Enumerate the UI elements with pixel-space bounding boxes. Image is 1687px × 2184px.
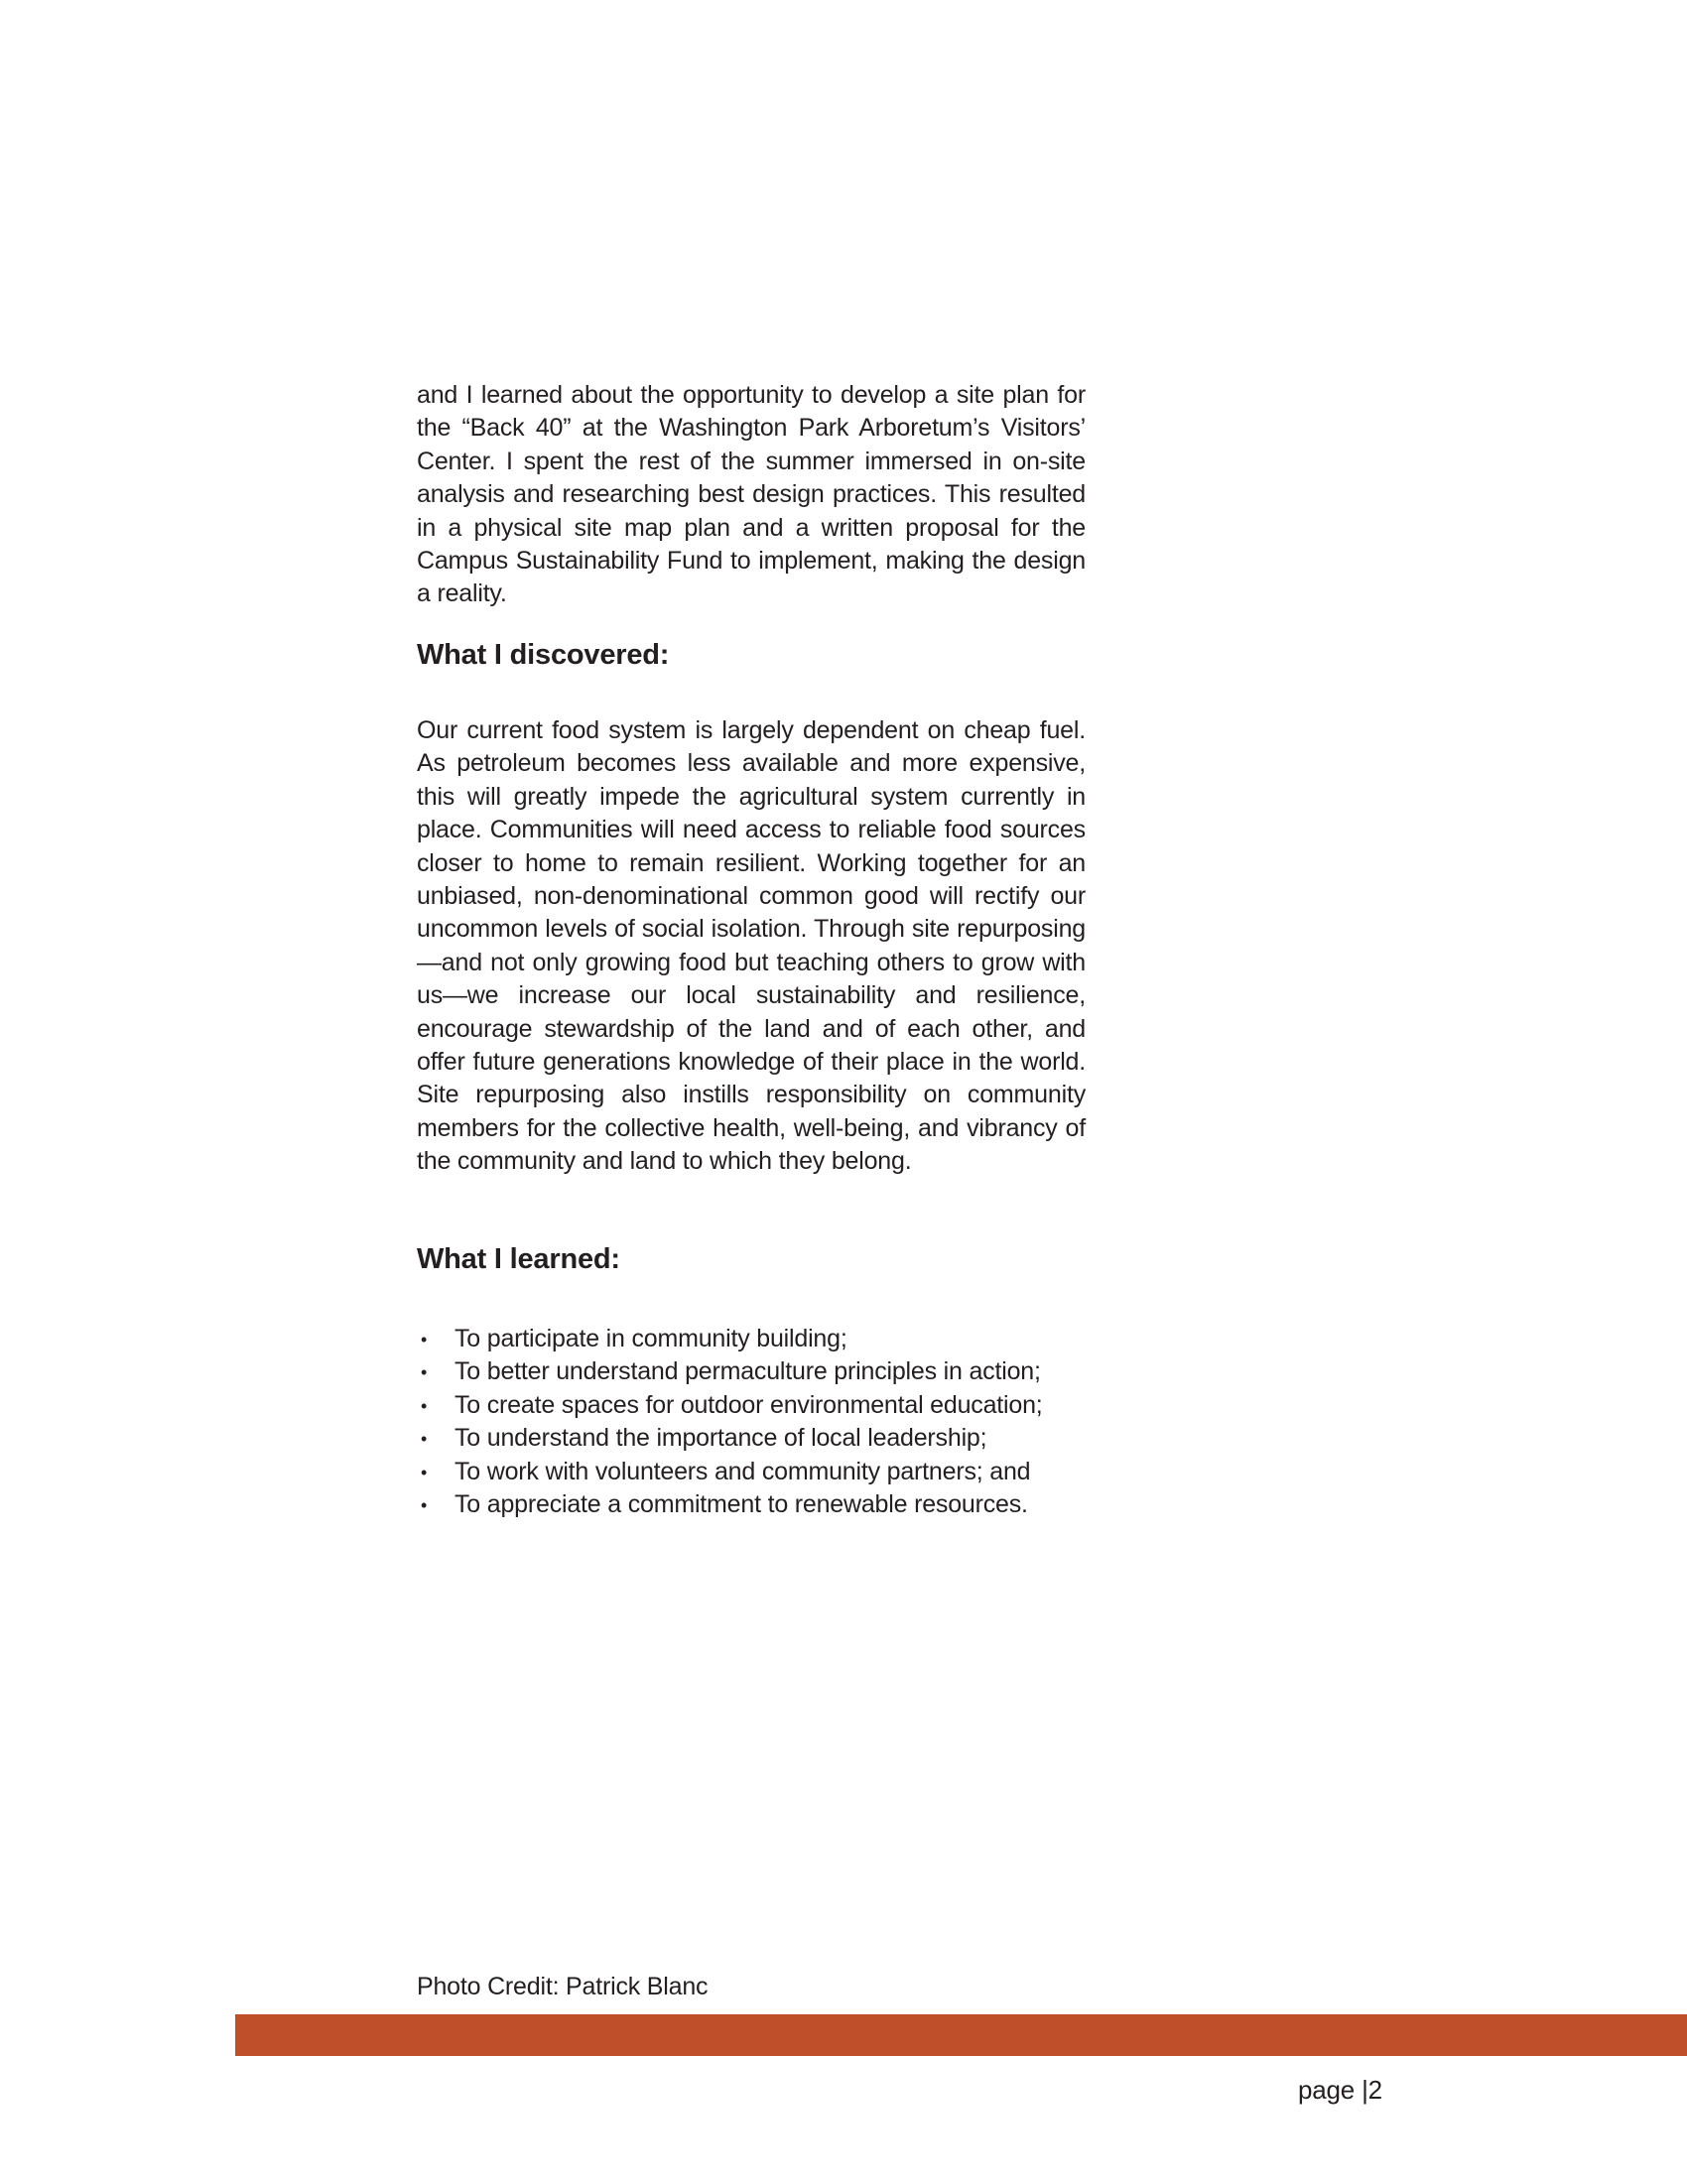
heading-what-i-discovered: What I discovered: bbox=[417, 639, 670, 671]
list-item: • To participate in community building; bbox=[417, 1323, 1086, 1355]
list-item: • To appreciate a commitment to renewable resources. bbox=[417, 1488, 1086, 1521]
page-number: page |2 bbox=[1298, 2075, 1382, 2105]
discovered-paragraph: Our current food system is largely dependent on cheap fuel. As petroleum becomes less available and more expensive, this will greatly impede the agricultural system currently in place. Communities will need access to reliable food sources closer to home to remain resilient. Working together for an unbiased, non-denominational common good will rectify our uncommon levels of social isolation. Through site repurposing—and not only growing food but teaching others to grow with us—we increase our local sustainability and resilience, encourage stewardship of the land and of each other, and offer future generations knowledge of their place in the world. Site repurposing also instills responsibility on community members for the collective health, well-being, and vibrancy of the community and land to which they belong. bbox=[417, 716, 1086, 1176]
learned-list bbox=[417, 1323, 1086, 1521]
heading-what-i-learned: What I learned: bbox=[417, 1243, 620, 1275]
intro-paragraph: and I learned about the opportunity to develop a site plan for the “Back 40” at the Washington Park Arboretum’s Visitors’ Center. I spent the rest of the summer immersed in on-site analysis and researching best design practices. This resulted in a physical site map plan and a written proposal for the Campus Sustainability Fund to implement, making the design a reality. bbox=[417, 381, 1086, 608]
list-item: • To work with volunteers and community partners; and bbox=[417, 1456, 1086, 1488]
footer-accent-bar bbox=[235, 2014, 1687, 2056]
list-item: • To better understand permaculture principles in action; bbox=[417, 1355, 1086, 1388]
list-item: • To understand the importance of local leadership; bbox=[417, 1422, 1086, 1455]
list-item: • To create spaces for outdoor environmental education; bbox=[417, 1389, 1086, 1422]
photo-credit: Photo Credit: Patrick Blanc bbox=[417, 1973, 709, 2000]
